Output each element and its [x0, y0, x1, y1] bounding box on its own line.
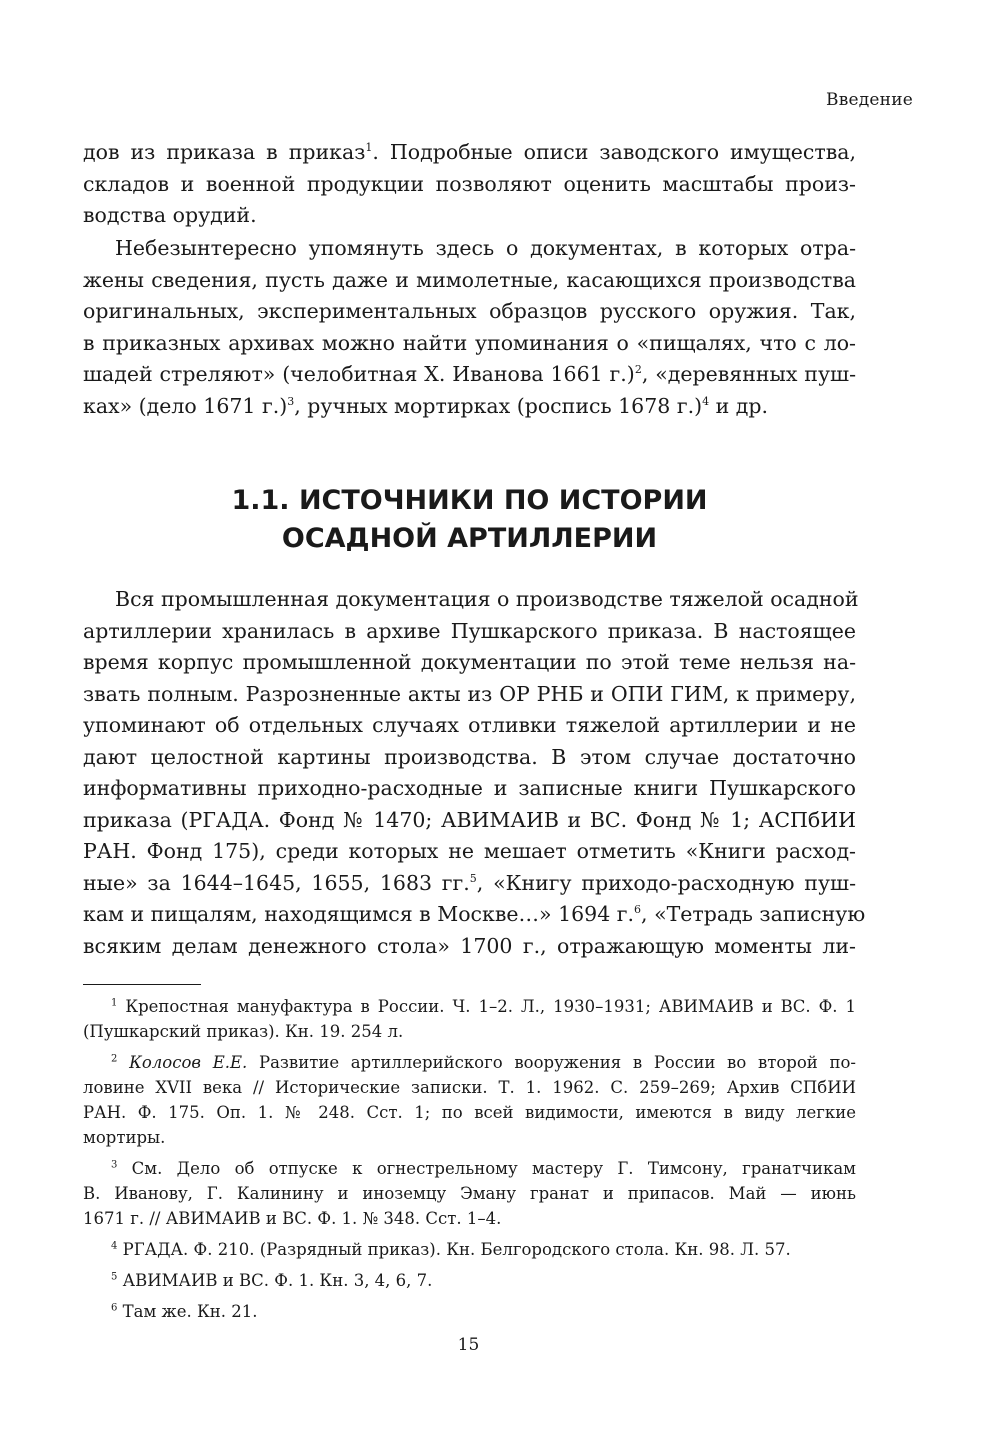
text-line: приказа (РГАДА. Фонд № 1470; АВИМАИВ и ВС. Фонд № 1; АСПбИИ [83, 807, 856, 832]
footnote-number: 2 [111, 1053, 118, 1065]
text-line: в приказных архивах можно найти упоминания о «пищалях, что с ло- [83, 330, 856, 355]
paragraph [83, 584, 866, 962]
text-line: информативны приходно-расходные и записные книги Пушкарского [83, 776, 856, 800]
paragraph [83, 233, 856, 422]
footnote-ref[interactable]: 1 [365, 141, 373, 155]
footnote [83, 994, 856, 1044]
footnote-line: 1671 г. // АВИМАИВ и ВС. Ф. 1. № 348. Сст. 1–4. [83, 1209, 502, 1228]
text-line: всяким делам денежного стола» 1700 г., отражающую моменты ли- [83, 933, 856, 958]
text-line: артиллерии хранилась в архиве Пушкарского приказа. В настоящее [83, 618, 856, 643]
text-line: Небезынтересно упомянуть здесь о документах, в которых отра- [115, 236, 856, 260]
text-line: шадей стреляют» (челобитная Х. Иванова 1661 г.)$^2$, «деревянных пуш- [83, 362, 856, 386]
section-heading-line: 1.1. ИСТОЧНИКИ ПО ИСТОРИИ [231, 485, 708, 516]
text-line: кам и пищалям, находящимся в Москве…» 1694 г.$^6$, «Тетрадь записную [83, 902, 866, 926]
text-line: оригинальных, экспериментальных образцов русского оружия. Так, [83, 299, 856, 323]
footnote-number: 1 [111, 997, 118, 1009]
footnote-line: $^2$ Колосов Е.Е. Развитие артиллерийского вооружения в России во второй по- [111, 1053, 856, 1072]
footnote-author: Колосов Е.Е. [129, 1053, 248, 1072]
footnote-line: РАН. Ф. 175. Оп. 1. № 248. Сст. 1; по всей видимости, имеются в виду легкие [83, 1103, 856, 1122]
footnote-ref[interactable]: 4 [702, 394, 710, 408]
text-line: упоминают об отдельных случаях отливки тяжелой артиллерии и не [83, 713, 856, 737]
footnote [83, 1299, 856, 1324]
footnote [83, 1050, 856, 1150]
footnote-line: $^4$ РГАДА. Ф. 210. (Разрядный приказ). Кн. Белгородского стола. Кн. 98. Л. 57. [111, 1240, 791, 1259]
footnotes [83, 994, 856, 1330]
text-line: дают целостной картины производства. В этом случае достаточно [83, 744, 856, 769]
footnote-line: мортиры. [83, 1128, 166, 1147]
footnote-number: 4 [111, 1240, 118, 1252]
footnote-line: $^1$ Крепостная мануфактура в России. Ч. 1–2. Л., 1930–1931; АВИМАИВ и ВС. Ф. 1 [111, 997, 856, 1016]
footnote-line: ловине XVII века // Исторические записки. Т. 1. 1962. С. 259–269; Архив СПбИИ [83, 1078, 856, 1097]
text-line: ках» (дело 1671 г.)$^3$, ручных мортирках (роспись 1678 г.)$^4$ и др. [83, 393, 769, 418]
footnote [83, 1268, 856, 1293]
footnote-line: $^3$ См. Дело об отпуске к огнестрельному мастеру Г. Тимсону, гранатчикам [111, 1159, 856, 1178]
footnote-line: $^5$ АВИМАИВ и ВС. Ф. 1. Кн. 3, 4, 6, 7. [111, 1271, 433, 1290]
text-line: ные» за 1644–1645, 1655, 1683 гг.$^5$, «Книгу приходо-расходную пуш- [83, 870, 856, 895]
text-line: РАН. Фонд 175), среди которых не мешает отметить «Книги расход- [83, 839, 856, 863]
text-line: звать полным. Разрозненные акты из ОР РНБ и ОПИ ГИМ, к примеру, [83, 681, 856, 706]
footnote-line: В. Иванову, Г. Калинину и иноземцу Эману гранат и припасов. Май — июнь [83, 1184, 856, 1203]
footnote-line: (Пушкарский приказ). Кн. 19. 254 л. [83, 1022, 404, 1041]
text-line: Вся промышленная документация о производстве тяжелой осадной [115, 587, 859, 611]
footnote [83, 1156, 856, 1231]
footnote-ref[interactable]: 3 [287, 394, 295, 408]
footnote-number: 5 [111, 1271, 118, 1283]
footnote [83, 1237, 856, 1262]
paragraph-continuation [83, 137, 856, 232]
text-line: водства орудий. [83, 203, 257, 227]
footnote-line: $^6$ Там же. Кн. 21. [111, 1302, 258, 1321]
text-line: складов и военной продукции позволяют оценить масштабы произ- [83, 171, 856, 196]
text-line: дов из приказа в приказ$^1$. Подробные описи заводского имущества, [83, 140, 857, 164]
page-number: 15 [457, 1335, 480, 1355]
text-line: жены сведения, пусть даже и мимолетные, касающихся производства [83, 267, 856, 292]
text-line: время корпус промышленной документации по этой теме нельзя на- [83, 650, 856, 674]
footnote-number: 3 [111, 1159, 118, 1171]
footnote-number: 6 [111, 1302, 118, 1314]
section-heading-line: ОСАДНОЙ АРТИЛЛЕРИИ [281, 523, 658, 554]
running-head: Введение [826, 90, 913, 110]
footnote-ref[interactable]: 6 [634, 903, 642, 917]
footnote-ref[interactable]: 5 [469, 871, 477, 885]
footnote-separator [83, 984, 201, 985]
section-heading [83, 482, 856, 558]
footnote-ref[interactable]: 2 [634, 363, 642, 377]
